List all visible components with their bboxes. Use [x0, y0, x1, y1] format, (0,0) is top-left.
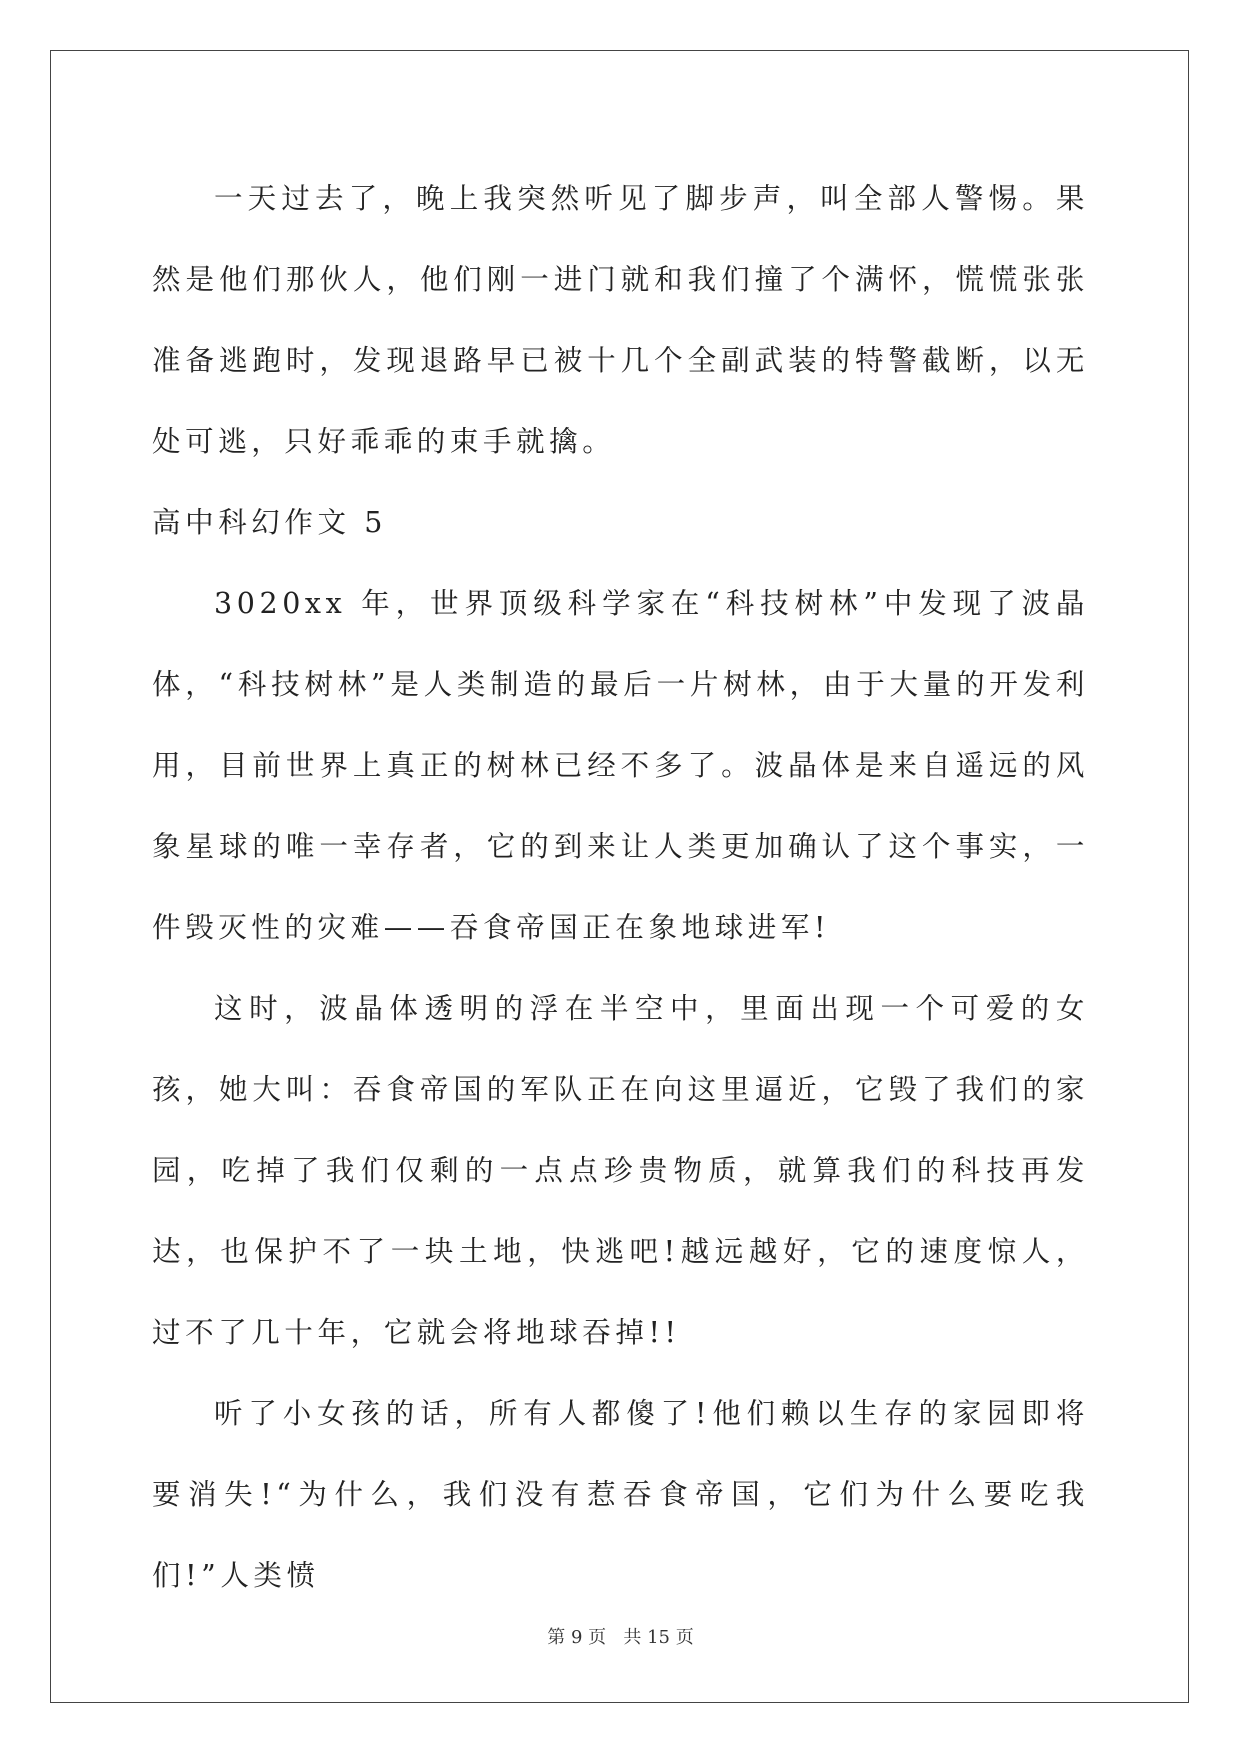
section-heading: 高中科幻作文 5	[152, 506, 387, 539]
page-footer	[0, 1623, 1241, 1649]
paragraph-3: 这时，波晶体透明的浮在半空中，里面出现一个可爱的女孩，她大叫：吞食帝国的军队正在向这里逼近，它毁了我们的家园，吃掉了我们仅剩的一点点珍贵物质，就算我们的科技再发达，也保护不了一块土地，快逃吧!越远越好，它的速度惊人，过不了几十年，它就会将地球吞掉!!	[152, 992, 1089, 1349]
paragraph-2: 3020xx 年，世界顶级科学家在“科技树林”中发现了波晶体，“科技树林”是人类制造的最后一片树林，由于大量的开发利用，目前世界上真正的树林已经不多了。波晶体是来自遥远的风象星球的唯一幸存者，它的到来让人类更加确认了这个事实，一件毁灭性的灾难——吞食帝国正在象地球进军!	[152, 587, 1089, 944]
document-body	[152, 158, 1089, 1616]
page-number: 第 9 页	[547, 1627, 607, 1648]
paragraph-4: 听了小女孩的话，所有人都傻了!他们赖以生存的家园即将要消失!“为什么，我们没有惹吞食帝国，它们为什么要吃我们!”人类愤	[152, 1397, 1089, 1592]
paragraph-1: 一天过去了，晚上我突然听见了脚步声，叫全部人警惕。果然是他们那伙人，他们刚一进门就和我们撞了个满怀，慌慌张张准备逃跑时，发现退路早已被十几个全副武装的特警截断，以无处可逃，只好乖乖的束手就擒。	[152, 182, 1089, 458]
page-total: 共 15 页	[623, 1627, 694, 1648]
